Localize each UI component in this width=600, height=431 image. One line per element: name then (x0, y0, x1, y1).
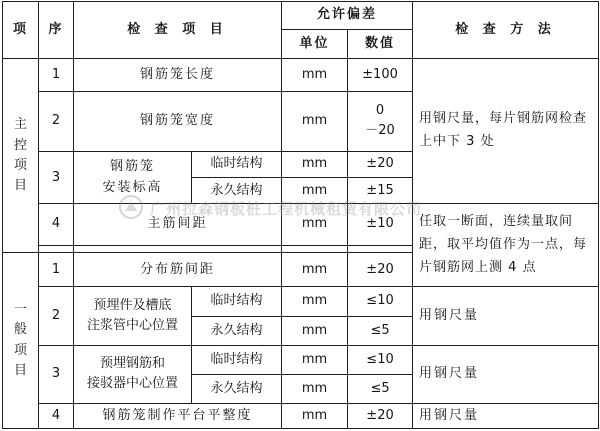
row-value: ±20 (348, 152, 413, 178)
row-unit: mm (282, 59, 348, 91)
group-char: 主 (13, 117, 27, 133)
row-spacer (39, 245, 74, 252)
row-subitem: 临时结构 (192, 152, 282, 178)
row-item (74, 287, 192, 345)
method-cell: 用钢尺量 (413, 345, 599, 403)
item-line: 安装标高 (102, 179, 163, 195)
item-line: 预埋件及槽底 (93, 297, 172, 313)
header-item: 项 (3, 2, 39, 59)
row-item: 钢筋笼宽度 (74, 91, 282, 151)
group-char: 一 (13, 302, 27, 318)
method-cell: 用钢尺量 (413, 404, 599, 429)
row-seq: 2 (39, 91, 74, 151)
row-unit: mm (282, 152, 348, 178)
row-spacer (348, 245, 413, 252)
row-subitem: 永久结构 (192, 374, 282, 403)
inspection-table (2, 1, 599, 429)
row-item: 钢筋笼制作平台平整度 (74, 404, 282, 429)
group-char: 控 (13, 137, 27, 153)
watermark-text: 广州拉森钢板桩工程机械租赁有限公司 (150, 200, 423, 218)
table-row (3, 204, 599, 246)
row-unit: mm (282, 204, 348, 246)
header-unit: 单位 (282, 30, 348, 59)
item-line: 钢筋笼 (109, 159, 155, 175)
method-cell: 任取一断面，连续量取间距，取平均值作为一点，每片钢筋网上测 4 点 (413, 204, 599, 287)
row-subitem: 临时结构 (192, 287, 282, 316)
row-seq: 4 (39, 404, 74, 429)
group-char: 目 (13, 362, 27, 378)
header-row-1 (3, 2, 599, 30)
item-line: 接驳器中心位置 (86, 376, 178, 392)
row-seq: 3 (39, 152, 74, 204)
table-row (3, 345, 599, 374)
row-value: ±20 (348, 404, 413, 429)
group-char: 目 (13, 177, 27, 193)
value-top: 0 (375, 103, 385, 119)
row-unit: mm (282, 178, 348, 204)
header-allowed-deviation: 允许偏差 (282, 2, 413, 30)
row-item: 主筋间距 (74, 204, 282, 246)
row-value: ≤10 (348, 287, 413, 316)
row-seq: 3 (39, 345, 74, 403)
row-value: ±10 (348, 204, 413, 246)
item-line: 预埋钢筋和 (99, 356, 165, 372)
row-value: ≤5 (348, 374, 413, 403)
header-seq: 序 (39, 2, 74, 59)
row-spacer (282, 245, 348, 252)
value-bottom: －20 (365, 123, 395, 139)
group-char: 项 (13, 157, 27, 173)
method-cell: 用钢尺量 (413, 287, 599, 345)
row-subitem: 永久结构 (192, 316, 282, 345)
header-check-method: 检 查 方 法 (413, 2, 599, 59)
row-value: ±15 (348, 178, 413, 204)
row-item: 钢筋笼长度 (74, 59, 282, 91)
row-unit: mm (282, 91, 348, 151)
row-unit: mm (282, 345, 348, 374)
row-value (348, 91, 413, 151)
row-value: ≤5 (348, 316, 413, 345)
row-item (74, 345, 192, 403)
header-value: 数值 (348, 30, 413, 59)
table-row (3, 59, 599, 91)
row-seq: 4 (39, 204, 74, 246)
row-seq: 1 (39, 59, 74, 91)
row-value: ≤10 (348, 345, 413, 374)
header-check-item: 检 查 项 目 (74, 2, 282, 59)
row-unit: mm (282, 287, 348, 316)
group-char: 般 (13, 322, 27, 338)
row-unit: mm (282, 253, 348, 287)
row-seq: 2 (39, 287, 74, 345)
table-row (3, 287, 599, 316)
item-line: 注浆管中心位置 (86, 318, 178, 334)
table-row (3, 404, 599, 429)
group-char: 项 (13, 342, 27, 358)
row-seq: 1 (39, 253, 74, 287)
row-subitem: 永久结构 (192, 178, 282, 204)
row-item (74, 152, 192, 204)
row-subitem: 临时结构 (192, 345, 282, 374)
row-unit: mm (282, 374, 348, 403)
row-value: ±100 (348, 59, 413, 91)
group-main-control (3, 59, 39, 253)
row-unit: mm (282, 316, 348, 345)
row-unit: mm (282, 404, 348, 429)
row-spacer (74, 245, 282, 252)
row-item: 分布筋间距 (74, 253, 282, 287)
group-general (3, 253, 39, 429)
method-cell: 用钢尺量，每片钢筋网检查上中下 3 处 (413, 59, 599, 204)
row-value: ±20 (348, 253, 413, 287)
